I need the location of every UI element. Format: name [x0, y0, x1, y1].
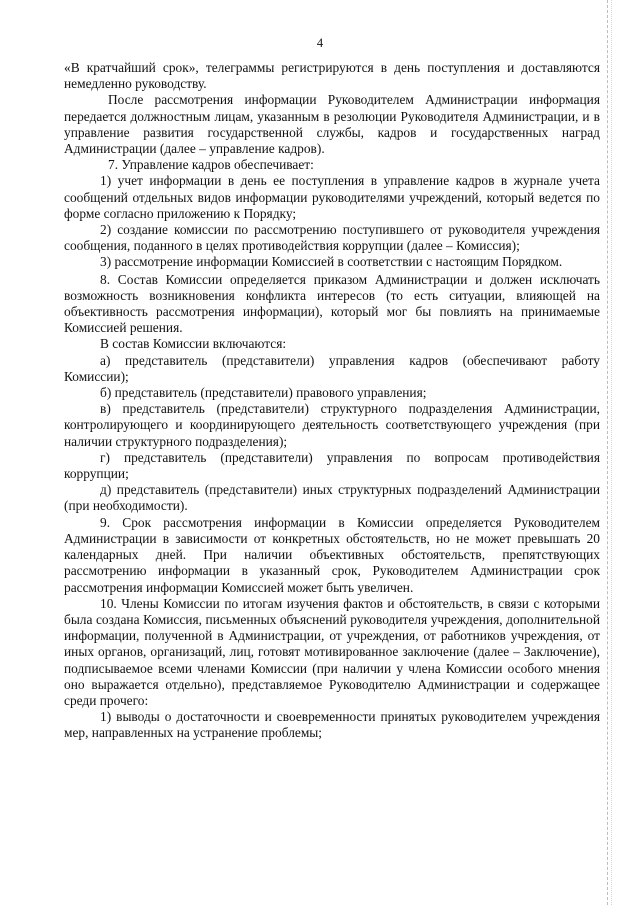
binding-edge-shadow	[611, 0, 612, 905]
paragraph: 10. Члены Комиссии по итогам изучения фактов и обстоятельств, в связи с которыми была создана Комиссия, письменных объяснений руководителя учреждения, дополнительной информации, полученной в Администрации, от учреждения, от работников учреждения, от иных органов, организаций, лиц, готовят мотивированное заключение (далее – Заключение), подписываемое всеми членами Комиссии (при наличии у члена Комиссии особого мнения оно выражается отдельно), представляемое Руководителю Администрации и содержащее среди прочего:	[64, 595, 600, 708]
paragraph: д) представитель (представители) иных структурных подразделений Администрации (при необходимости).	[64, 482, 600, 514]
paragraph: 8. Состав Комиссии определяется приказом Администрации и должен исключать возможность возникновения конфликта интересов (то есть ситуации, влияющей на объективность рассмотрения информации), который мог бы повлиять на принимаемые Комиссией решения.	[64, 271, 600, 336]
paragraph: В состав Комиссии включаются:	[100, 336, 287, 352]
paragraph: «В кратчайший срок», телеграммы регистрируются в день поступления и доставляются немедленно руководству.	[64, 60, 600, 92]
binding-edge	[607, 0, 608, 905]
paragraph: г) представитель (представители) управления по вопросам противодействия коррупции;	[64, 449, 600, 482]
paragraph: а) представитель (представители) управления кадров (обеспечивают работу Комиссии);	[64, 352, 600, 384]
paragraph: 3) рассмотрение информации Комиссией в соответствии с настоящим Порядком.	[100, 254, 563, 270]
page-number: 4	[316, 36, 324, 50]
paragraph: в) представитель (представители) структурного подразделения Администрации, контролирующего и координирующего деятельность соответствующего учреждения (при наличии структурного подразделения);	[64, 401, 600, 449]
document-body	[64, 60, 600, 742]
paragraph: б) представитель (представители) правового управления;	[100, 385, 427, 401]
paragraph: После рассмотрения информации Руководителем Администрации информация передается должностным лицам, указанным в резолюции Руководителя Администрации, и в управление развития государственной службы, кадров и государственных наград Администрации (далее – управление кадров).	[64, 92, 600, 157]
paragraph: 1) выводы о достаточности и своевременности принятых руководителем учреждения мер, направленных на устранение проблемы;	[64, 709, 600, 741]
paragraph: 7. Управление кадров обеспечивает:	[108, 157, 314, 173]
paragraph: 2) создание комиссии по рассмотрению поступившего от руководителя учреждения сообщения, поданного в целях противодействия коррупции (далее – Комиссия);	[64, 222, 600, 254]
paragraph: 1) учет информации в день ее поступления в управление кадров в журнале учета сообщений отдельных видов информации руководителями учреждений, который ведется по форме согласно приложению к Порядку;	[64, 173, 600, 221]
paragraph: 9. Срок рассмотрения информации в Комиссии определяется Руководителем Администрации в зависимости от конкретных обстоятельств, но не может превышать 20 календарных дней. При наличии объективных обстоятельств, препятствующих рассмотрению информации в указанный срок, Руководителем Администрации срок рассмотрения информации Комиссией может быть увеличен.	[64, 514, 600, 595]
